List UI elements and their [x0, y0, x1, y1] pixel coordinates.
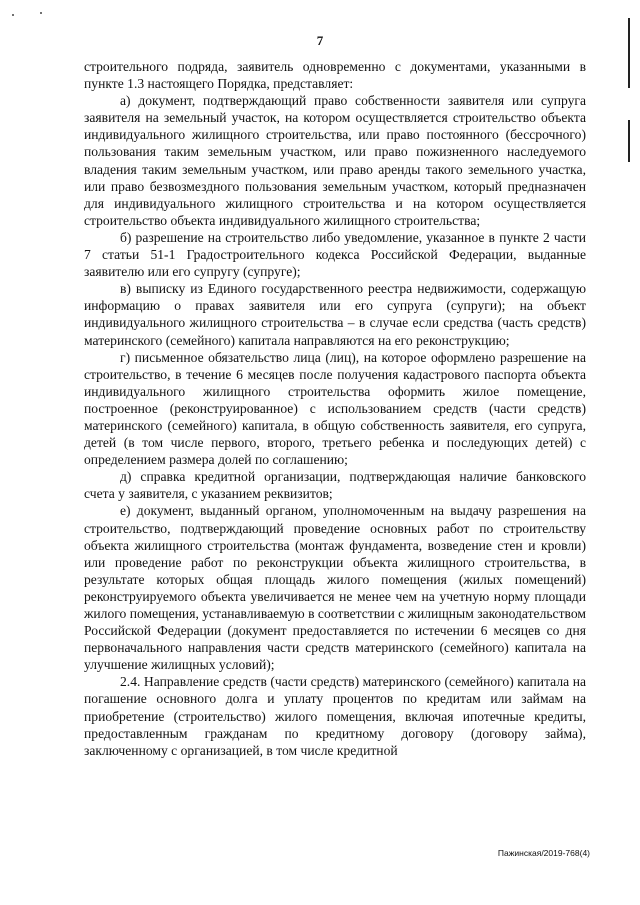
paragraph-item-b: б) разрешение на строительство либо уведомление, указанное в пункте 2 части 7 статьи 51-1 Градостроительного кодекса Российской Федерации, выданные заявителю или его супругу (супруге); [84, 229, 586, 280]
paragraph-item-e: е) документ, выданный органом, уполномоченным на выдачу разрешения на строительство, подтверждающий проведение основных работ по строительству объекта жилищного строительства (монтаж фундамента, возведение стен и кровли) или проведение работ по реконструкции объекта жилищного строительства, в результате которых общая площадь жилого помещения (жилых помещений) реконструируемого объекта увеличивается не менее чем на учетную норму площади жилого помещения, устанавливаемую в соответствии с жилищным законодательством Российской Федерации (документ предоставляется по истечении 6 месяцев со дня первоначального направления части средств материнского (семейного) капитала на улучшение жилищных условий); [84, 503, 586, 673]
paragraph-item-v: в) выписку из Единого государственного реестра недвижимости, содержащую информацию о правах заявителя или его супруга (супруги); на объект индивидуального жилищного строительства – в случае если средства (часть средств) материнского (семейного) капитала направляются на его реконструкцию; [84, 281, 586, 348]
document-body [84, 58, 586, 759]
document-code: Пажинская/2019-768(4) [497, 848, 590, 858]
paragraph-item-g: г) письменное обязательство лица (лиц), на которое оформлено разрешение на строительство, в течение 6 месяцев после получения кадастрового паспорта объекта индивидуального жилищного строительства оформить жилое помещение, построенное (реконструированное) с использованием средств (части средств) материнского (семейного) капитала, в общую собственность заявителя, его супруга, детей (в том числе первого, второго, третьего ребенка и последующих детей) с определением размера долей по соглашению; [84, 349, 586, 468]
paragraph-intro: строительного подряда, заявитель одновременно с документами, указанными в пункте 1.3 настоящего Порядка, представляет: [84, 59, 586, 92]
scan-edge-mark-top [628, 18, 630, 88]
paragraph-item-a: а) документ, подтверждающий право собственности заявителя или супруга заявителя на земельный участок, на котором осуществляется строительство объекта индивидуального жилищного строительства, или право постоянного (бессрочного) пользования таким земельным участком, или право пожизненного наследуемого владения таким земельным участком, или право аренды такого земельного участка, или право безвозмездного пользования земельным участком, который предназначен для индивидуального жилищного строительства и на котором осуществляется строительство объекта индивидуального жилищного строительства; [84, 93, 586, 228]
scan-dot [12, 14, 14, 16]
scan-dot [40, 12, 42, 14]
paragraph-section-2-4: 2.4. Направление средств (части средств) материнского (семейного) капитала на погашение основного долга и уплату процентов по кредитам или займам на приобретение (строительство) жилого помещения, включая ипотечные кредиты, предоставленным гражданам по кредитному договору (договору займа), заключенному с организацией, в том числе кредитной [84, 674, 586, 758]
scan-edge-mark-middle [628, 120, 630, 162]
page-number: 7 [316, 33, 324, 48]
paragraph-item-d: д) справка кредитной организации, подтверждающая наличие банковского счета у заявителя, с указанием реквизитов; [84, 469, 586, 502]
